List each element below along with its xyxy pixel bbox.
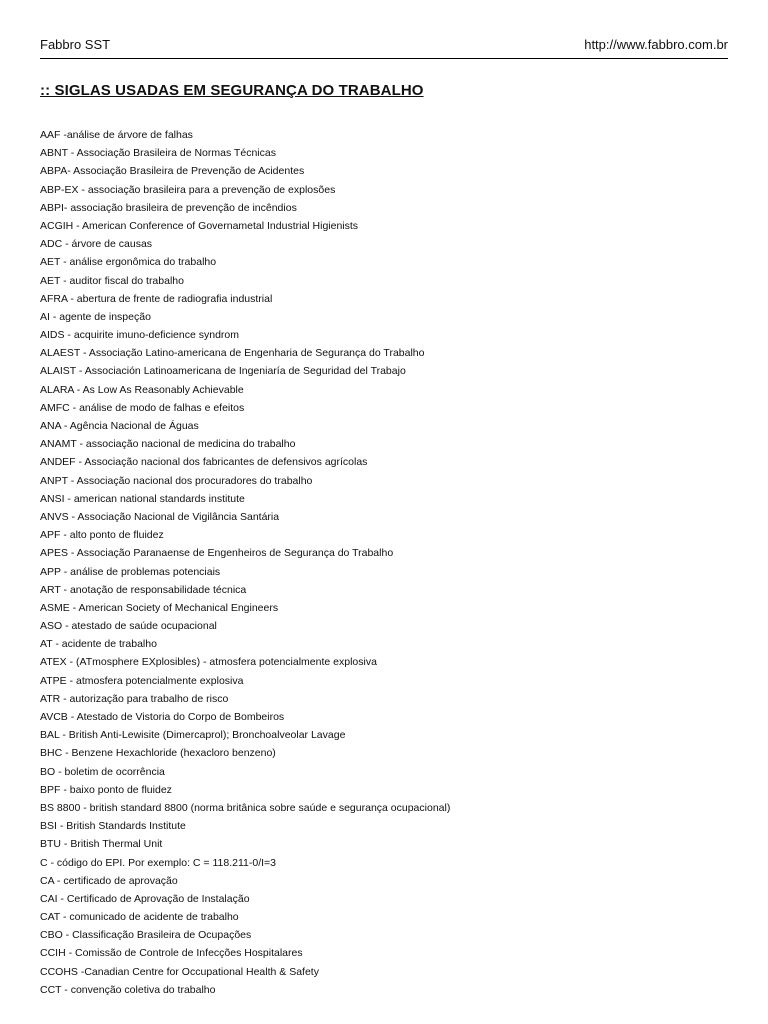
site-url[interactable]: http://www.fabbro.com.br <box>584 37 728 52</box>
list-item: ART - anotação de responsabilidade técnica <box>40 583 247 596</box>
list-item: AET - análise ergonômica do trabalho <box>40 256 217 269</box>
list-item: BTU - British Thermal Unit <box>40 838 163 851</box>
list-item: ATEX - (ATmosphere EXplosibles) - atmosfera potencialmente explosiva <box>40 656 377 669</box>
list-item: ASME - American Society of Mechanical Engineers <box>40 601 279 614</box>
list-item: BS 8800 - british standard 8800 (norma britânica sobre saúde e segurança ocupacional) <box>40 801 451 814</box>
list-item: BHC - Benzene Hexachloride (hexacloro benzeno) <box>40 747 276 760</box>
list-item: APP - análise de problemas potenciais <box>40 565 221 578</box>
list-item: ATPE - atmosfera potencialmente explosiva <box>40 674 244 687</box>
list-item: ATR - autorização para trabalho de risco <box>40 692 229 705</box>
list-item: AIDS - acquirite imuno-deficience syndrom <box>40 329 239 342</box>
list-item: BPF - baixo ponto de fluidez <box>40 783 172 796</box>
list-item: CBO - Classificação Brasileira de Ocupações <box>40 929 252 942</box>
page-header <box>40 37 728 57</box>
list-item: ABPA- Associação Brasileira de Prevenção de Acidentes <box>40 165 305 178</box>
list-item: ANA - Agência Nacional de Águas <box>40 420 199 432</box>
acronym-list <box>40 126 450 999</box>
list-item: AT - acidente de trabalho <box>40 638 157 651</box>
list-item: ANAMT - associação nacional de medicina do trabalho <box>40 438 296 451</box>
list-item: ACGIH - American Conference of Governametal Industrial Higienists <box>40 219 359 232</box>
list-item: ANDEF - Associação nacional dos fabricantes de defensivos agrícolas <box>40 456 368 469</box>
list-item: ABP-EX - associação brasileira para a prevenção de explosões <box>40 183 336 196</box>
header-divider <box>40 58 728 59</box>
list-item: CCIH - Comissão de Controle de Infecções Hospitalares <box>40 947 303 960</box>
site-name: Fabbro SST <box>40 37 111 52</box>
list-item: AMFC - análise de modo de falhas e efeitos <box>40 401 245 414</box>
list-item: AFRA - abertura de frente de radiografia industrial <box>40 292 273 305</box>
list-item: ASO - atestado de saúde ocupacional <box>40 620 217 633</box>
list-item: AI - agente de inspeção <box>40 310 151 323</box>
list-item: BSI - British Standards Institute <box>40 820 186 833</box>
list-item: ALARA - As Low As Reasonably Achievable <box>40 383 244 396</box>
list-item: APES - Associação Paranaense de Engenheiros de Segurança do Trabalho <box>40 547 394 560</box>
list-item: CA - certificado de aprovação <box>40 874 178 887</box>
list-item: BO - boletim de ocorrência <box>40 765 165 778</box>
list-item: BAL - British Anti-Lewisite (Dimercaprol); Bronchoalveolar Lavage <box>40 729 346 742</box>
list-item: ANPT - Associação nacional dos procuradores do trabalho <box>40 474 313 487</box>
list-item: CCOHS -Canadian Centre for Occupational Health & Safety <box>40 965 319 978</box>
list-item: ABNT - Associação Brasileira de Normas Técnicas <box>40 147 276 160</box>
list-item: ALAEST - Associação Latino-americana de Engenharia de Segurança do Trabalho <box>40 347 425 360</box>
list-item: CAI - Certificado de Aprovação de Instalação <box>40 892 250 905</box>
list-item: CAT - comunicado de acidente de trabalho <box>40 911 239 924</box>
list-item: CCT - convenção coletiva do trabalho <box>40 983 216 996</box>
list-item: ALAIST - Associación Latinoamericana de Ingeniaría de Seguridad del Trabajo <box>40 365 406 378</box>
list-item: AET - auditor fiscal do trabalho <box>40 274 184 287</box>
list-item: ADC - árvore de causas <box>40 238 153 251</box>
list-item: AAF -análise de árvore de falhas <box>40 129 193 141</box>
document-title: :: SIGLAS USADAS EM SEGURANÇA DO TRABALHO <box>40 82 424 99</box>
list-item: ANSI - american national standards institute <box>40 492 245 505</box>
list-item: ABPI- associação brasileira de prevenção de incêndios <box>40 201 297 214</box>
list-item: APF - alto ponto de fluidez <box>40 529 164 542</box>
list-item: ANVS - Associação Nacional de Vigilância Santária <box>40 510 280 523</box>
list-item: C - código do EPI. Por exemplo: C = 118.211-0/I=3 <box>40 856 276 869</box>
list-item: AVCB - Atestado de Vistoria do Corpo de Bombeiros <box>40 711 285 723</box>
